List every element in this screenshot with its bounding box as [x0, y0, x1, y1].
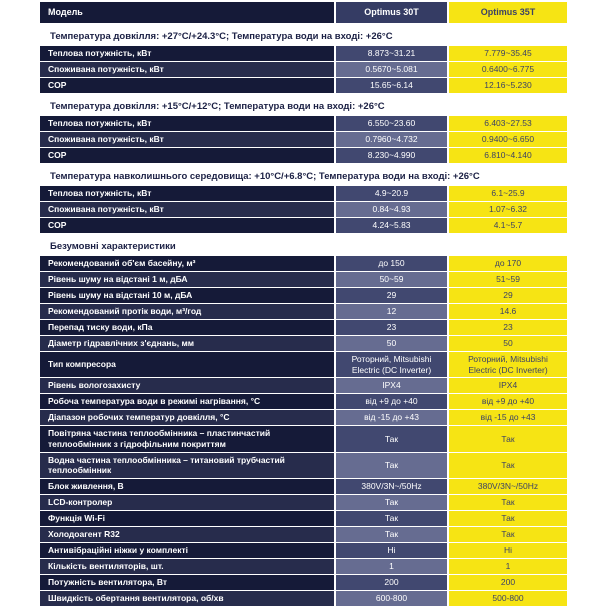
spec-value-optimus-30t: 4.24~5.83	[336, 218, 447, 233]
spec-row-label: Тип компресора	[40, 352, 334, 377]
spec-value-optimus-35t: 1	[449, 559, 567, 574]
spec-value-optimus-30t: 23	[336, 320, 447, 335]
spec-value-optimus-30t: 12	[336, 304, 447, 319]
spec-value-optimus-35t: 6.1~25.9	[449, 186, 567, 201]
table-row	[40, 559, 567, 574]
table-row	[40, 394, 567, 409]
spec-value-optimus-30t: 0.5670~5.081	[336, 62, 447, 77]
spec-row-label: Споживана потужність, кВт	[40, 62, 334, 77]
spec-row-label: Перепад тиску води, кПа	[40, 320, 334, 335]
spec-row-label: Кількість вентиляторів, шт.	[40, 559, 334, 574]
table-row	[40, 527, 567, 542]
column-header-optimus-30t: Optimus 30T	[336, 2, 447, 23]
spec-value-optimus-35t: 7.779~35.45	[449, 46, 567, 61]
spec-value-optimus-35t: Так	[449, 426, 567, 451]
spec-value-optimus-35t: Так	[449, 453, 567, 478]
spec-row-label: Теплова потужність, кВт	[40, 186, 334, 201]
spec-value-optimus-35t: 380V/3N~/50Hz	[449, 479, 567, 494]
spec-row-label: COP	[40, 78, 334, 93]
spec-value-optimus-35t: 4.1~5.7	[449, 218, 567, 233]
spec-section	[40, 171, 567, 233]
table-row	[40, 336, 567, 351]
spec-value-optimus-35t: 14.6	[449, 304, 567, 319]
spec-value-optimus-30t: 29	[336, 288, 447, 303]
spec-value-optimus-30t: від +9 до +40	[336, 394, 447, 409]
spec-row-label: Рекомендований протік води, м³/год	[40, 304, 334, 319]
spec-value-optimus-30t: 50	[336, 336, 447, 351]
table-row	[40, 62, 567, 77]
table-row	[40, 591, 567, 606]
spec-value-optimus-35t: Так	[449, 495, 567, 510]
spec-value-optimus-30t: 0.7960~4.732	[336, 132, 447, 147]
spec-value-optimus-30t: Так	[336, 426, 447, 451]
column-header-optimus-35t: Optimus 35T	[449, 2, 567, 23]
table-row	[40, 272, 567, 287]
table-row	[40, 304, 567, 319]
section-title: Температура довкілля: +15°С/+12°С; Температура води на вході: +26°С	[50, 101, 385, 112]
spec-value-optimus-35t: 6.810~4.140	[449, 148, 567, 163]
spec-row-label: Швидкість обертання вентилятора, об/хв	[40, 591, 334, 606]
spec-value-optimus-35t: 29	[449, 288, 567, 303]
spec-row-label: Споживана потужність, кВт	[40, 132, 334, 147]
spec-row-label: Діапазон робочих температур довкілля, °С	[40, 410, 334, 425]
spec-row-label: Рівень шуму на відстані 1 м, дБА	[40, 272, 334, 287]
table-row	[40, 410, 567, 425]
spec-row-label: Потужність вентилятора, Вт	[40, 575, 334, 590]
spec-row-label: Водна частина теплообмінника – титановий трубчастий теплообмінник	[40, 453, 334, 478]
spec-value-optimus-35t: 6.403~27.53	[449, 116, 567, 131]
spec-value-optimus-30t: 50~59	[336, 272, 447, 287]
section-title: Температура довкілля: +27°С/+24.3°С; Температура води на вході: +26°С	[50, 31, 393, 42]
spec-section	[40, 241, 567, 606]
spec-value-optimus-35t: 1.07~6.32	[449, 202, 567, 217]
spec-value-optimus-30t: 6.550~23.60	[336, 116, 447, 131]
spec-value-optimus-30t: Роторний, Mitsubishi Electric (DC Inverter)	[336, 352, 447, 377]
section-title: Температура навколишнього середовища: +10°С/+6.8°С; Температура води на вході: +26°С	[50, 171, 480, 182]
table-row	[40, 202, 567, 217]
table-row	[40, 426, 567, 451]
spec-value-optimus-35t: 0.6400~6.775	[449, 62, 567, 77]
table-row	[40, 78, 567, 93]
spec-section	[40, 101, 567, 163]
spec-row-label: Рівень вологозахисту	[40, 378, 334, 393]
table-row	[40, 511, 567, 526]
spec-value-optimus-30t: 8.230~4.990	[336, 148, 447, 163]
spec-row-label: Теплова потужність, кВт	[40, 46, 334, 61]
spec-row-label: Рівень шуму на відстані 10 м, дБА	[40, 288, 334, 303]
spec-value-optimus-30t: 4.9~20.9	[336, 186, 447, 201]
spec-value-optimus-30t: Ні	[336, 543, 447, 558]
spec-value-optimus-30t: Так	[336, 495, 447, 510]
spec-value-optimus-35t: від +9 до +40	[449, 394, 567, 409]
spec-value-optimus-30t: 8.873~31.21	[336, 46, 447, 61]
spec-value-optimus-35t: Ні	[449, 543, 567, 558]
spec-value-optimus-35t: IPX4	[449, 378, 567, 393]
section-title: Безумовні характеристики	[50, 241, 176, 252]
table-row	[40, 320, 567, 335]
spec-value-optimus-35t: 23	[449, 320, 567, 335]
spec-table	[40, 2, 567, 606]
table-row	[40, 116, 567, 131]
model-header-cell: Модель	[40, 2, 334, 23]
spec-value-optimus-35t: 12.16~5.230	[449, 78, 567, 93]
spec-value-optimus-30t: Так	[336, 453, 447, 478]
spec-row-label: Споживана потужність, кВт	[40, 202, 334, 217]
spec-sections	[40, 31, 567, 606]
spec-row-label: COP	[40, 148, 334, 163]
spec-value-optimus-30t: 380V/3N~/50Hz	[336, 479, 447, 494]
spec-value-optimus-35t: 50	[449, 336, 567, 351]
table-row	[40, 132, 567, 147]
spec-value-optimus-30t: від -15 до +43	[336, 410, 447, 425]
spec-value-optimus-35t: Роторний, Mitsubishi Electric (DC Inverter)	[449, 352, 567, 377]
spec-value-optimus-30t: 200	[336, 575, 447, 590]
spec-row-label: Функція Wi-Fi	[40, 511, 334, 526]
spec-row-label: Повітряна частина теплообмінника – пластинчастий теплообмінник з гідрофільним покриттям	[40, 426, 334, 451]
table-row	[40, 575, 567, 590]
spec-row-label: Антивібраційні ніжки у комплекті	[40, 543, 334, 558]
spec-row-label: Теплова потужність, кВт	[40, 116, 334, 131]
spec-value-optimus-30t: Так	[336, 511, 447, 526]
table-row	[40, 543, 567, 558]
spec-row-label: Блок живлення, В	[40, 479, 334, 494]
table-row	[40, 256, 567, 271]
spec-section	[40, 31, 567, 93]
spec-row-label: LCD-контролер	[40, 495, 334, 510]
spec-row-label: Рекомендований об'єм басейну, м³	[40, 256, 334, 271]
spec-row-label: COP	[40, 218, 334, 233]
table-row	[40, 46, 567, 61]
table-row	[40, 218, 567, 233]
spec-value-optimus-30t: 0.84~4.93	[336, 202, 447, 217]
spec-value-optimus-35t: 0.9400~6.650	[449, 132, 567, 147]
spec-value-optimus-30t: Так	[336, 527, 447, 542]
spec-value-optimus-30t: 1	[336, 559, 447, 574]
spec-row-label: Робоча температура води в режимі нагрівання, °С	[40, 394, 334, 409]
spec-row-label: Холодоагент R32	[40, 527, 334, 542]
table-row	[40, 479, 567, 494]
spec-value-optimus-35t: до 170	[449, 256, 567, 271]
table-row	[40, 148, 567, 163]
table-header-row	[40, 2, 567, 23]
spec-value-optimus-35t: Так	[449, 511, 567, 526]
table-row	[40, 453, 567, 478]
spec-value-optimus-35t: від -15 до +43	[449, 410, 567, 425]
spec-value-optimus-30t: 600-800	[336, 591, 447, 606]
spec-value-optimus-30t: до 150	[336, 256, 447, 271]
spec-value-optimus-35t: Так	[449, 527, 567, 542]
spec-value-optimus-35t: 51~59	[449, 272, 567, 287]
table-row	[40, 378, 567, 393]
spec-value-optimus-30t: IPX4	[336, 378, 447, 393]
spec-value-optimus-30t: 15.65~6.14	[336, 78, 447, 93]
table-row	[40, 288, 567, 303]
table-row	[40, 495, 567, 510]
table-row	[40, 352, 567, 377]
spec-value-optimus-35t: 500-800	[449, 591, 567, 606]
table-row	[40, 186, 567, 201]
spec-value-optimus-35t: 200	[449, 575, 567, 590]
spec-row-label: Діаметр гідравлічних з'єднань, мм	[40, 336, 334, 351]
